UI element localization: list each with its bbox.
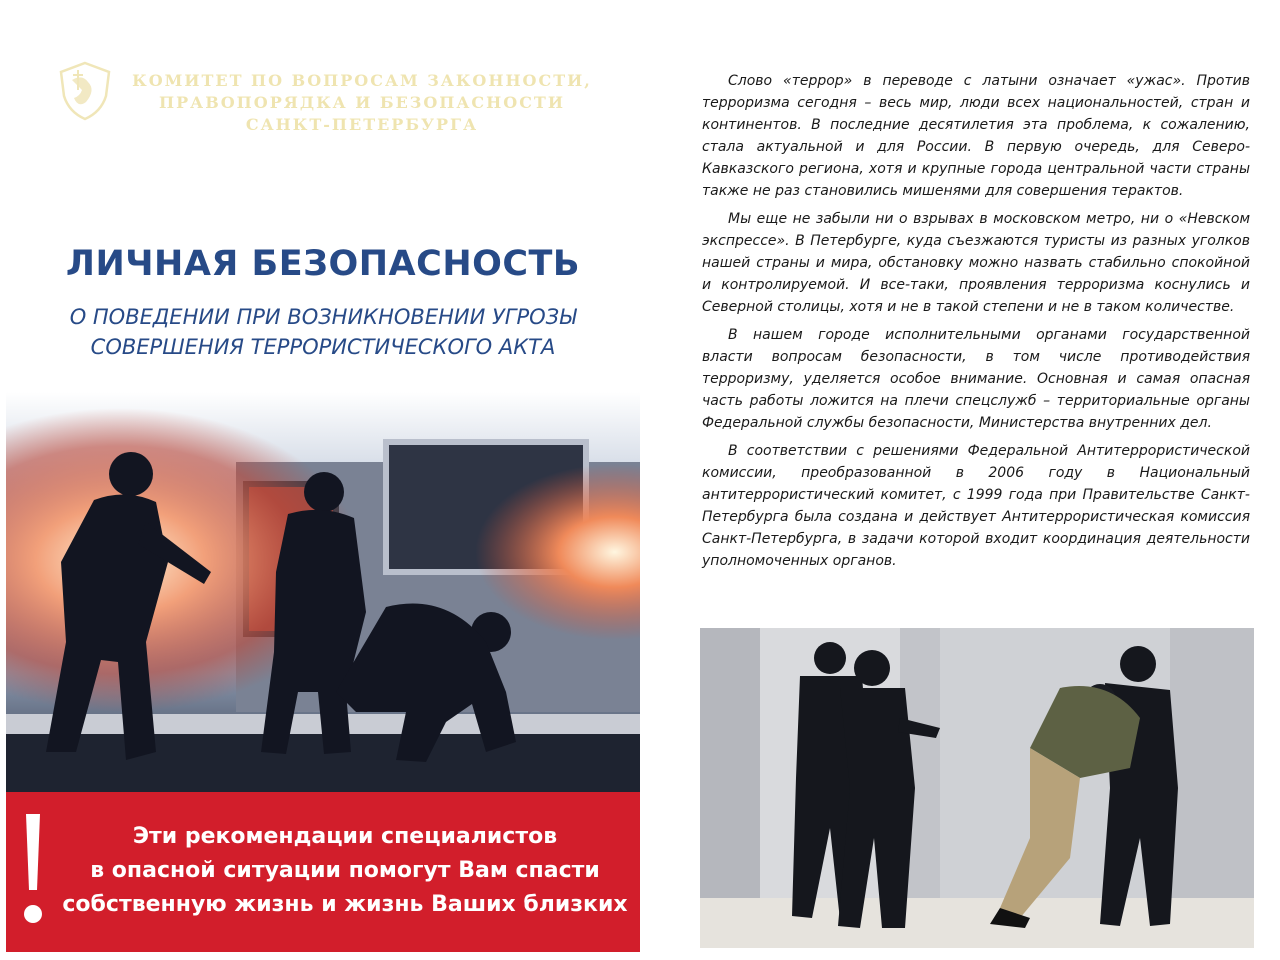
special-forces-assault-photo (6, 392, 640, 792)
article-paragraph-1: Слово «террор» в переводе с латыни означает «ужас». Против терроризма сегодня – весь мир, люди всех национальностей, стран и континентов. В последние десятилетия эта проблема, к сожалению, стала актуальной и для России. В первую очередь, для Северо-Кавказского региона, хотя и крупные города центральной части страны также не раз становились мишенями для совершения терактов. (702, 73, 1250, 199)
arrest-photo (700, 628, 1254, 948)
cover-subtitle (6, 302, 640, 362)
article-paragraph-2: Мы еще не забыли ни о взрывах в московском метро, ни о «Невском экспрессе». В Петербурге, куда съезжаются туристы из разных уголков нашей страны и мира, обстановку можно назвать стабильно спокойной и контролируемой. И все-таки, проявления терроризма коснулись и Северной столицы, хотя и не в такой степени и не в таком количестве. (702, 211, 1250, 315)
article-paragraph-4: В соответствии с решениями Федеральной Антитеррористической комиссии, преобразованной в 2006 году в Национальный антитеррористический комитет, с 1999 года при Правительстве Санкт-Петербурга была создана и действует Антитеррористическая комиссия Санкт-Петербурга, в задачи которой входит координация деятельности уполномоченных органов. (702, 443, 1250, 569)
committee-line-1: КОМИТЕТ ПО ВОПРОСАМ ЗАКОННОСТИ, (132, 71, 592, 90)
article-paragraph-3: В нашем городе исполнительными органами государственной власти вопросам безопасности, в том числе противодействия терроризму, уделяется особое внимание. Основная и самая опасная часть работы ложится на плечи спецслужб – территориальные органы Федеральной службы безопасности, Министерства внутренних дел. (702, 327, 1250, 431)
cover-title: ЛИЧНАЯ БЕЗОПАСНОСТЬ (65, 244, 581, 284)
article-text (702, 70, 1250, 578)
committee-line-3: САНКТ-ПЕТЕРБУРГА (245, 115, 479, 134)
warning-banner (6, 792, 640, 952)
exclamation-icon (16, 810, 50, 930)
committee-name (102, 70, 622, 136)
subtitle-line-2: СОВЕРШЕНИЯ ТЕРРОРИСТИЧЕСКОГО АКТА (90, 335, 556, 359)
cover-page (6, 8, 640, 952)
banner-line-2: в опасной ситуации помогут Вам спасти (90, 858, 600, 883)
banner-line-3: собственную жизнь и жизнь Ваших близких (62, 892, 628, 917)
subtitle-line-1: О ПОВЕДЕНИИ ПРИ ВОЗНИКНОВЕНИИ УГРОЗЫ (69, 305, 577, 329)
banner-line-1: Эти рекомендации специалистов (132, 824, 558, 849)
warning-banner-text (50, 820, 640, 922)
committee-line-2: ПРАВОПОРЯДКА И БЕЗОПАСНОСТИ (159, 93, 565, 112)
article-page (650, 8, 1274, 952)
